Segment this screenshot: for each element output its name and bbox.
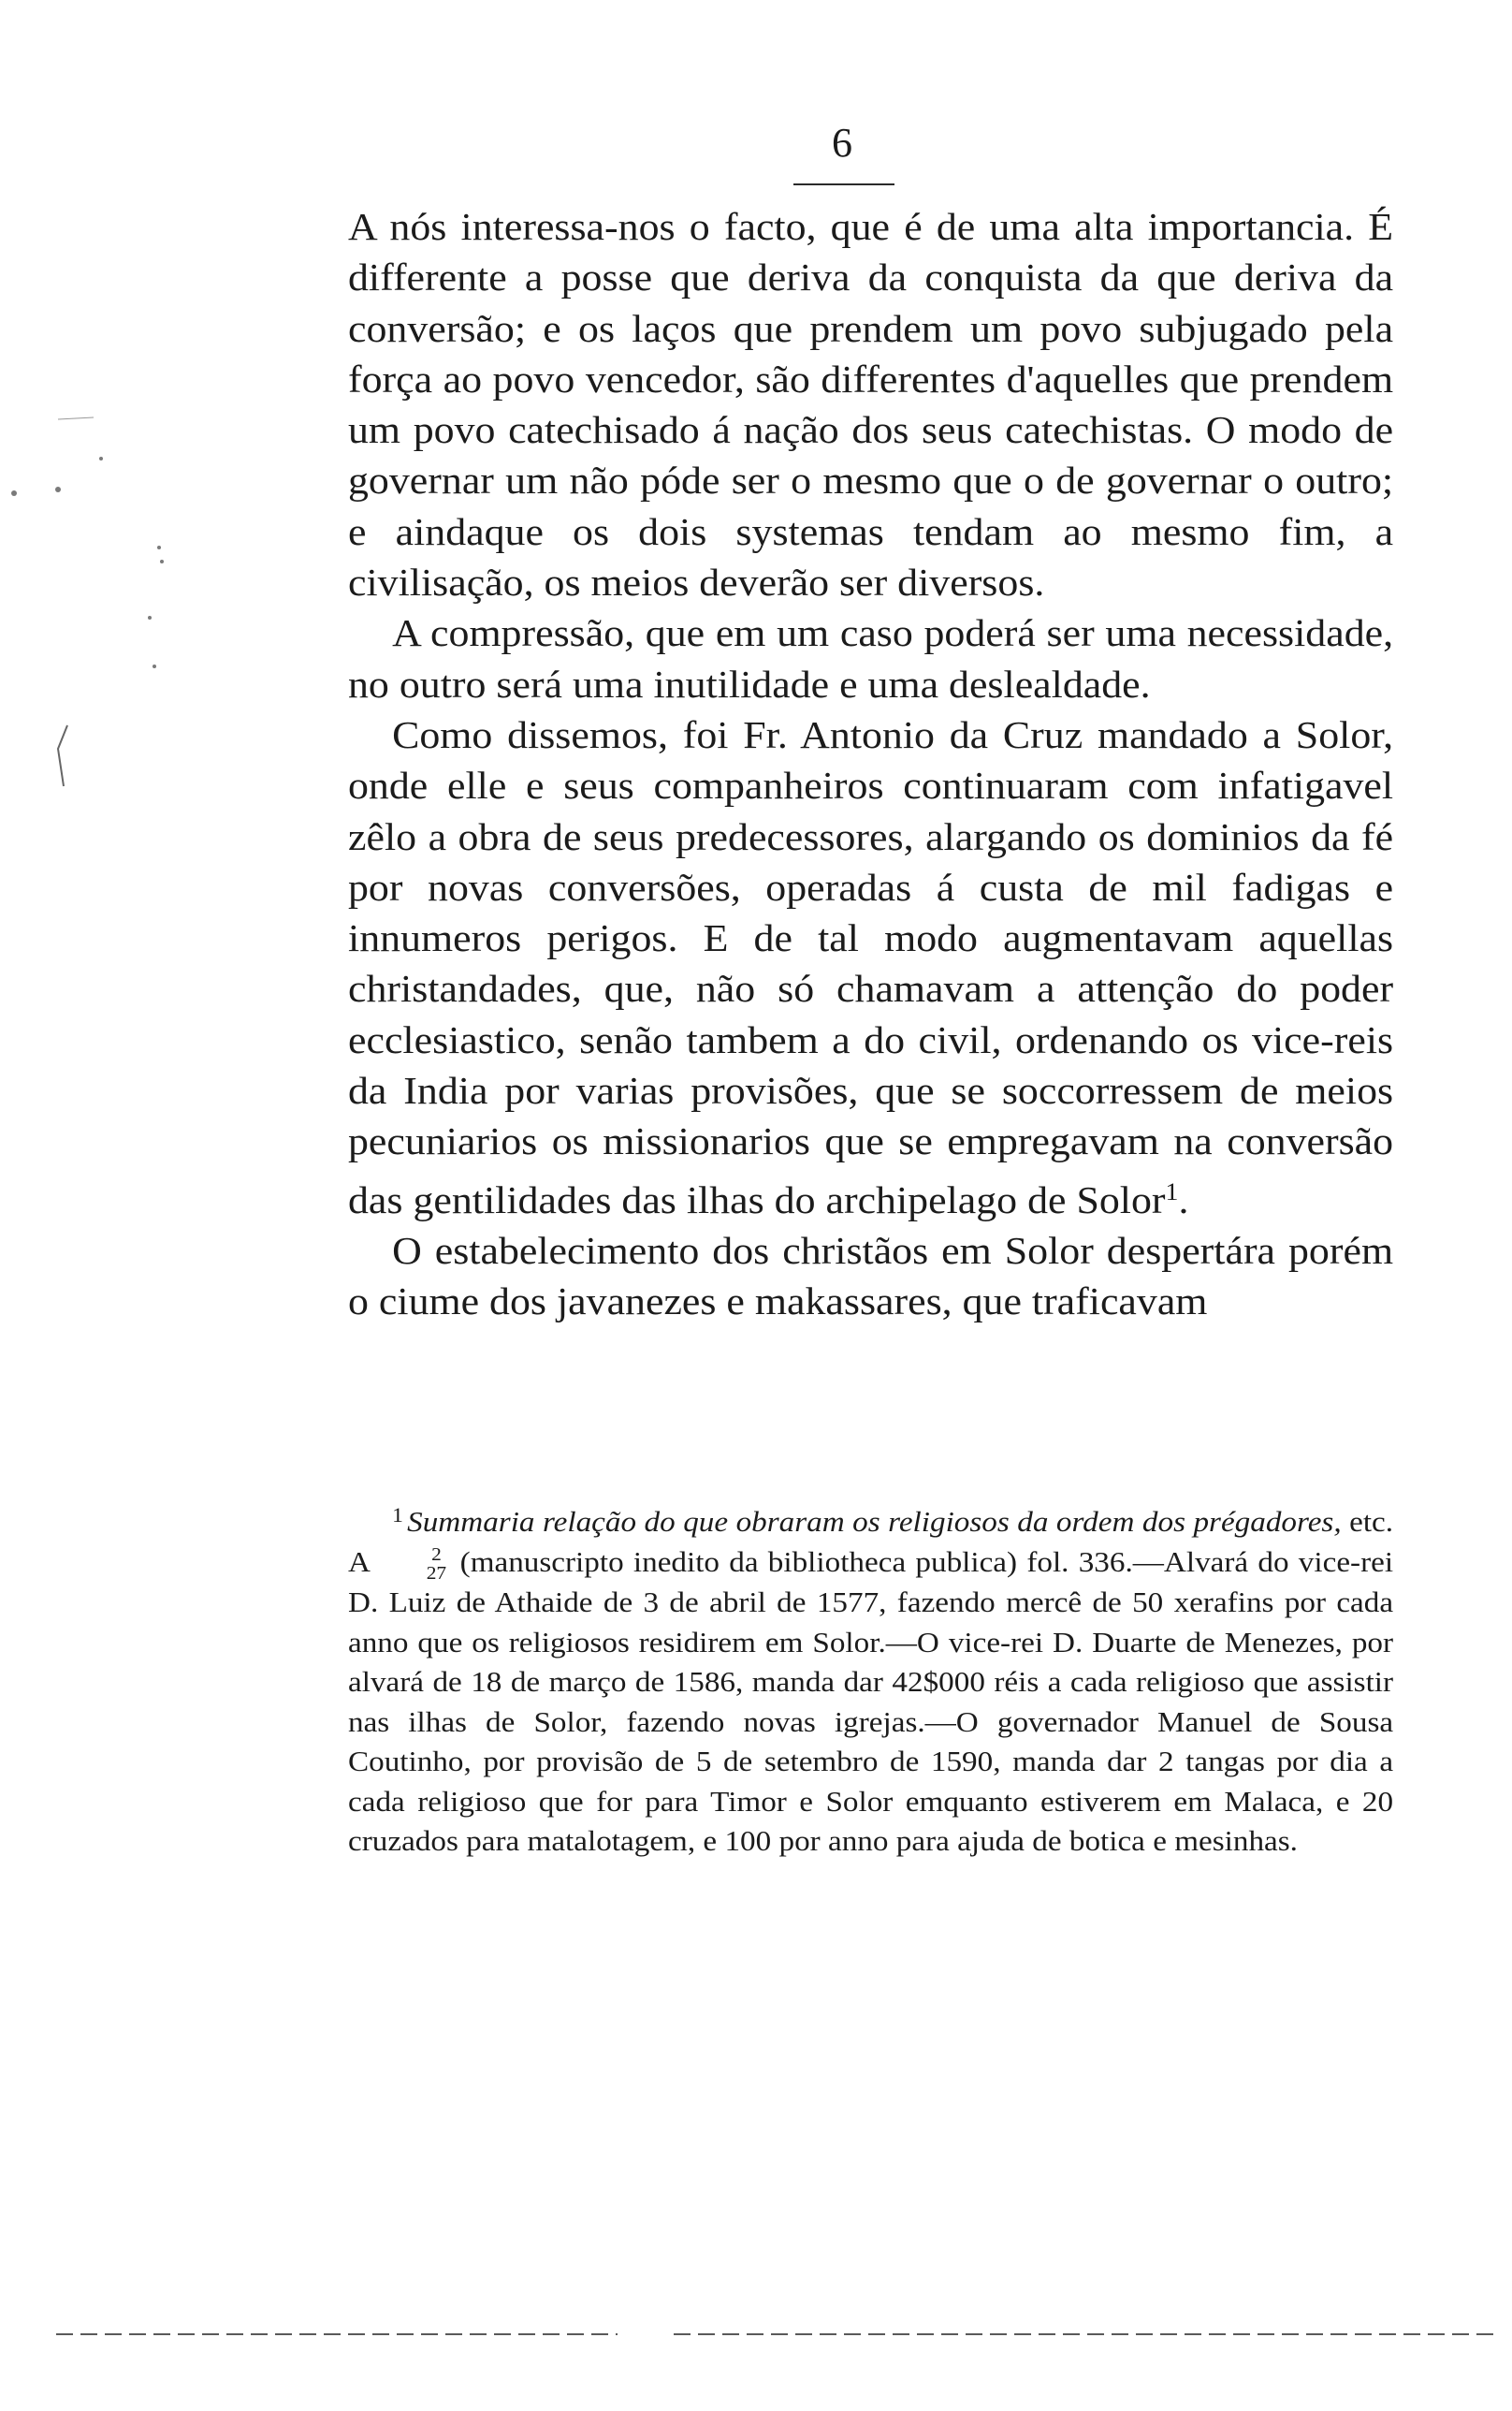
paragraph-3-text: Como dissemos, foi Fr. Antonio da Cruz mandado a Solor, onde elle e seus companheiros continuaram com infatigavel zêlo a obra de seus predecessores, alargando os dominios da fé por novas conversões, operadas á custa de mil fadigas e innumeros perigos. E de tal modo augmentavam aquellas christandades, que, não só chamavam a attenção do poder ecclesiastico, senão tambem a do civil, ordenando os vice-reis da India por varias provisões, que se soccorressem de meios pecuniarios os missionarios que se empregavam na conversão das gentilidades das ilhas do archipelago de Solor	[348, 712, 1394, 1221]
margin-stroke	[58, 725, 67, 786]
footnote-text: (manuscripto inedito da bibliotheca publica) fol. 336.—Alvará do vice-rei D. Luiz de Athaide de 3 de abril de 1577, fazendo mercê de 50 xerafins por cada anno que os religiosos residirem em Solor.—O vice-rei D. Duarte de Menezes, por alvará de 18 de março de 1586, manda dar 42$000 réis a cada religioso que assistir nas ilhas de Solor, fazendo novas igrejas.—O governador Manuel de Sousa Coutinho, por provisão de 5 de setembro de 1590, manda dar 2 tangas por dia a cada religioso que for para Timor e Solor emquanto estiverem em Malaca, e 20 cruzados para matalotagem, e 100 por anno para ajuda de botica e mesinhas.	[348, 1544, 1394, 1858]
paragraph-4: O estabelecimento dos christãos em Solor despertára porém o ciume dos javanezes e makassares, que traficavam	[348, 1228, 1394, 1323]
fraction-top: 2	[431, 1544, 442, 1566]
speck	[11, 490, 17, 496]
bottom-dash-rule-right	[674, 2333, 1497, 2335]
main-text	[348, 201, 1393, 1327]
page-number: 6	[832, 120, 852, 166]
speck-group	[11, 457, 164, 668]
bottom-dash-rule-left	[56, 2333, 618, 2335]
page-number-rule	[793, 183, 894, 185]
paragraph-3: Como dissemos, foi Fr. Antonio da Cruz mandado a Solor, onde elle e seus companheiros continuaram com infatigavel zêlo a obra de seus predecessores, alargando os dominios da fé por novas conversões, operadas á custa de mil fadigas e innumeros perigos. E de tal modo augmentavam aquellas christandades, que, não só chamavam a attenção do poder ecclesiastico, senão tambem a do civil, ordenando os vice-reis da India por varias provisões, que se soccorressem de meios pecuniarios os missionarios que se empregavam na conversão das gentilidades das ilhas do archipelago de Solor$^1$.	[348, 712, 1394, 1221]
paragraph-2: A compressão, que em um caso poderá ser uma necessidade, no outro será uma inutilidade e uma deslealdade.	[348, 611, 1394, 706]
paragraph-1: A nós interessa-nos o facto, que é de uma alta importancia. É differente a posse que deriva da conquista da que deriva da conversão; e os laços que prendem um povo subjugado pela força ao povo vencedor, são differentes d'aquelles que prendem um povo catechisado á nação dos seus catechistas. O modo de governar um não póde ser o mesmo que o de governar o outro; e aindaque os dois systemas tendam ao mesmo fim, a civilisação, os meios deverão ser diversos.	[348, 205, 1394, 605]
footnote-marker: 1	[392, 1503, 403, 1527]
footnote-block	[348, 1496, 1393, 1862]
footnote-reference: 1	[1165, 1177, 1179, 1206]
footnote-1	[348, 1496, 1393, 1862]
fraction-bottom: 27	[426, 1563, 447, 1585]
footnote-etc: etc. A	[348, 1505, 1394, 1578]
footnote-title: Summaria relação do que obraram os religiosos da ordem dos prégadores,	[407, 1505, 1342, 1538]
speck	[160, 560, 164, 563]
speck	[157, 546, 161, 549]
speck	[99, 457, 103, 460]
shelfmark-fraction	[383, 1545, 446, 1583]
margin-stroke	[58, 417, 94, 419]
speck	[153, 665, 156, 668]
speck	[148, 616, 152, 620]
speck	[55, 487, 61, 492]
